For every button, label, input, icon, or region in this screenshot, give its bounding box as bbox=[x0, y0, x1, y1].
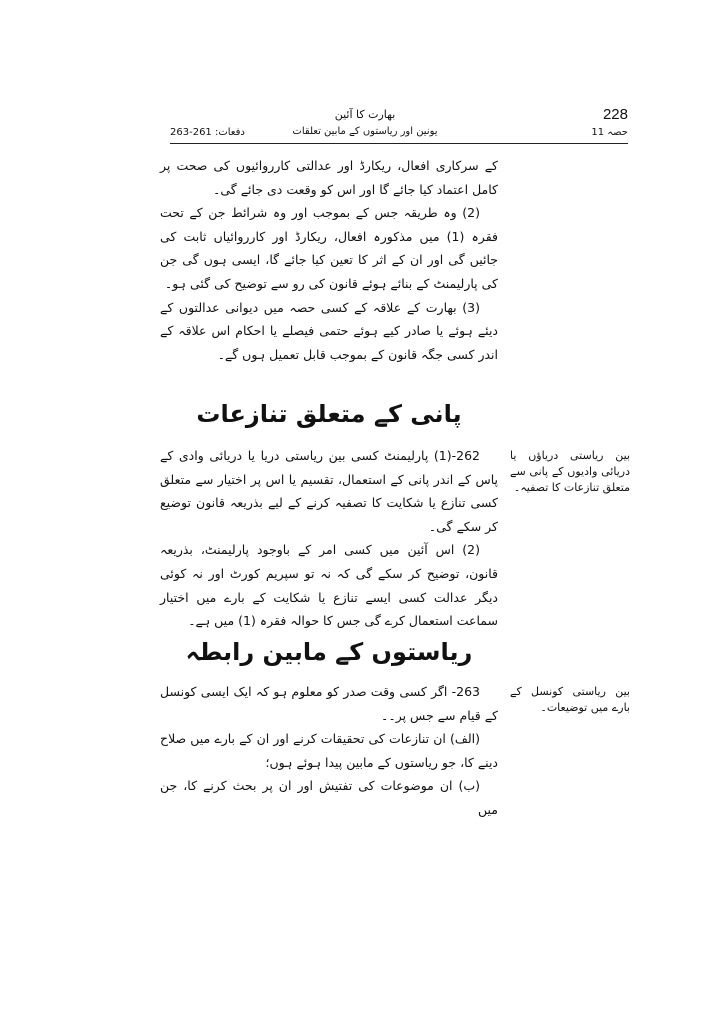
paragraph: (3) بھارت کے علاقہ کے کسی حصہ میں دیوانی عدالتوں کے دیئے ہوئے یا صادر کیے ہوئے حتمی فیصلے یا احکام اس علاقہ کے اندر کسی جگہ قانون کے بموجب قابل تعمیل ہوں گے۔ bbox=[160, 299, 498, 362]
body-block-1 bbox=[160, 154, 498, 366]
body-block-2 bbox=[160, 444, 498, 633]
section-heading-inter-state-coordination: ریاستوں کے مابین رابطہ bbox=[185, 638, 473, 666]
running-title: بھارت کا آئین bbox=[334, 108, 396, 121]
paragraph: (ب) ان موضوعات کی تفتیش اور ان پر بحث کرنے کا، جن میں bbox=[160, 778, 498, 817]
paragraph: 262-(1) پارلیمنٹ کسی بین ریاستی دریا یا دریائی وادی کے پاس کے اندر پانی کے استعمال، تقسیم یا اس پر اختیار سے متعلق کسی تنازع یا شکایت کا تصفیہ کرنے کے لیے بذریعہ قانون توضیع کر سکے گی۔ bbox=[160, 448, 498, 534]
paragraph: (الف) ان تنازعات کی تحقیقات کرنے اور ان کے بارے میں صلاح دینے کا، جو ریاستوں کے مابین پیدا ہوئے ہوں؛ bbox=[160, 731, 498, 770]
sections-label: دفعات: 261-263 bbox=[170, 127, 245, 138]
running-subtitle: یونین اور ریاستوں کے مابین تعلقات bbox=[292, 126, 438, 137]
header-rule bbox=[170, 143, 628, 144]
paragraph: کے سرکاری افعال، ریکارڈ اور عدالتی کارروائیوں کی صحت پر کامل اعتماد کیا جائے گا اور اس کو وقعت دی جائے گی۔ bbox=[160, 158, 498, 197]
page-number: 228 bbox=[602, 106, 628, 123]
paragraph: 263- اگر کسی وقت صدر کو معلوم ہو کہ ایک ایسی کونسل کے قیام سے جس پر۔۔ bbox=[160, 684, 498, 723]
part-label: حصہ 11 bbox=[591, 127, 628, 138]
margin-note-263: بین ریاستی کونسل کے بارے میں توضیعات۔ bbox=[510, 685, 630, 714]
margin-note-262: بین ریاستی دریاؤں یا دریائی وادیوں کے پانی سے متعلق تنازعات کا تصفیہ۔ bbox=[510, 449, 630, 494]
paragraph: (2) اس آئین میں کسی امر کے باوجود پارلیمنٹ، بذریعہ قانون، توضیح کر سکے گی کہ نہ تو سپریم کورٹ اور نہ کوئی دیگر عدالت کسی ایسے تنازع یا شکایت کے بارے میں اختیار سماعت استعمال کرے گی جس کا حوالہ فقرہ (1) میں ہے۔ bbox=[160, 542, 498, 629]
section-heading-water-disputes: پانی کے متعلق تنازعات bbox=[196, 400, 462, 428]
paragraph: (2) وہ طریقہ جس کے بموجب اور وہ شرائط جن کے تحت فقرہ (1) میں مذکورہ افعال، ریکارڈ اور کارروائیاں ثابت کی جائیں گی اور ان کے اثر کا تعین کیا جائے گا، ایسی ہوں گی جن کی پارلیمنٹ کے بنائے ہوئے قانون کی رو سے توضیح کی گئی ہو۔ bbox=[160, 205, 498, 291]
body-block-3 bbox=[160, 680, 498, 822]
